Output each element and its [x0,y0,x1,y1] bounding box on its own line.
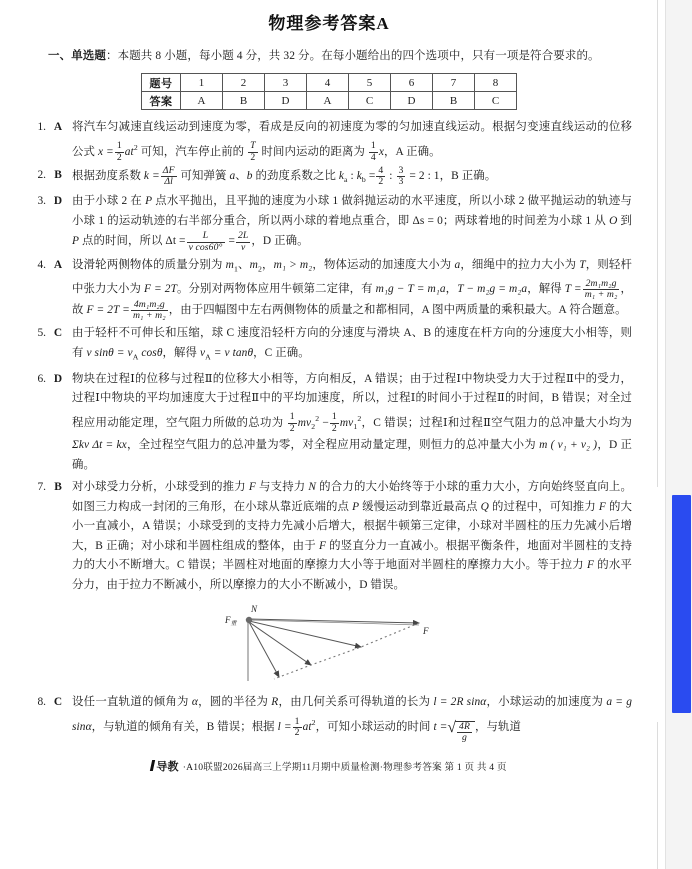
item-text: 的过程中，可知推力 [488,500,599,513]
item-text: 可知，汽车停止前的 [137,145,248,158]
item-text: ，A 正确。 [384,145,441,158]
formula-k: k = [143,169,160,182]
formula-velocity-1b: cosθ [138,346,163,359]
item-text: ，解得 [527,282,565,295]
formula-length: l = 2R sinα [433,696,487,709]
section-heading-text: ：本题共 8 小题，每小题 4 分，共 32 分。在每小题给出的四个选项中，只有一项是符合要求的。 [106,50,600,62]
variable-O: O [609,214,618,227]
fraction-denominator: 4 [370,151,376,163]
table-row-answers [142,92,517,110]
fraction-denominator: 2 [250,151,256,163]
subscript: b [361,174,366,184]
formula-acceleration: a = g sinα [72,696,633,733]
item-body [66,370,632,476]
answer-cell: A [307,92,349,110]
item-number: 4. [37,258,46,271]
item-text: ， [445,282,458,295]
variable-P: P [145,195,153,208]
item-text: 、 [237,258,250,271]
subscript: A [205,352,211,362]
row-header-answer: 答案 [142,92,181,110]
fraction [583,279,620,300]
item-text: 的水平分力，由于拉力不断减小，所以摩擦力的大小不断减小，D 错误。 [72,559,632,591]
fraction [115,141,124,162]
formula-velocity-2: v [199,346,206,359]
fraction-numerator: 1 [331,411,337,423]
item-text: 时间内运动的距离为 [258,145,368,158]
panel-edge-bottom [657,722,665,869]
item-text: ，与轨道的倾角有关，B 错误；根据 [91,720,278,733]
fraction-numerator: 2m₁m₂g [583,279,620,290]
variable-a: a [229,169,236,182]
fraction-denominator: 3 [398,175,404,187]
variable-a: a [454,258,461,271]
item-text: 的劲度系数之比 [252,169,339,182]
table-row-questions [142,74,517,92]
item-text: 由于轻杆不可伸长和压缩，球 C 速度沿轻杆方向的分速度与滑块 A、B 的速度在杆方向的分速度大小相等，则有 [72,327,632,359]
item-text: ，物体运动的加速度大小为 [312,258,455,271]
question-cell: 3 [265,74,307,92]
item-number: 8. [37,696,46,709]
formula-x: x = [97,145,114,158]
item-text: ，B 正确。 [439,169,497,182]
item-text: 将汽车匀减速直线运动到速度为零，看成是反向的初速度为零的匀加速直线运动。根据匀变速直线运动的位移公式 [72,121,632,158]
question-cell: 5 [349,74,391,92]
formula-momentum: m ( v₁ + v₂ ) [539,439,598,452]
force-triangle-figure [26,603,632,683]
list-item [26,370,632,476]
item-text: = [225,235,235,248]
publisher-logo [151,758,178,774]
variable-m2: m [249,258,258,271]
subscript: A [132,352,139,362]
formula-newton-2: T − m₂g = m₂a [457,282,528,295]
item-text: ，D 正确。 [251,235,309,248]
variable-P: P [352,500,360,513]
item-answer: A [53,258,63,271]
item-text: ，C 正确。 [253,346,310,359]
fraction-denominator: g [462,732,467,744]
fraction-numerator: 4 [378,164,384,176]
superscript: 2 [315,413,320,423]
formula-condition: m₁ > m₂ [273,258,313,271]
item-answer: B [54,481,62,494]
item-number: 6. [37,372,46,385]
superscript: 2 [311,717,316,727]
item-text: ，D 正确。 [72,439,632,471]
formula-at: at [302,720,312,733]
variable-N: N [308,481,317,494]
item-text: 缓慢运动到靠近最高点 [359,500,481,513]
subscript: 1 [353,421,358,431]
answer-cell: B [433,92,475,110]
fraction [457,722,472,743]
list-item [26,166,632,190]
fraction-numerator: 4m₁m₂g [131,300,168,311]
item-text: 点水平抛出，且平抛的速度为小球 1 做斜抛运动的水平速度，所以小球 2 做平抛运动的轨迹与小球 1 的运动轨迹的右半部分重合，所以两小球的着地点重合，即 Δs = 0；两球着地的时间差为小球 1 从 [72,195,632,227]
formula-impulse: Σkv Δt = kx [72,439,127,452]
variable-m1: m [225,258,234,271]
variable-Q: Q [480,500,489,513]
item-number: 5. [37,327,46,340]
fraction-numerator: T [250,140,256,152]
fraction-numerator: 1 [289,411,295,423]
fraction [236,231,250,252]
answer-cell: C [475,92,517,110]
formula-l: l = [277,720,292,733]
formula-velocity-2b: = v tanθ [210,346,254,359]
formula-mv2: mv [297,416,312,429]
figure-label-Fzhong: $F_重$ [225,615,237,628]
page-title: 物理参考答案A [268,14,390,33]
item-text: 可知弹簧 [177,169,230,182]
item-text: ，C 错误；过程Ⅰ和过程Ⅱ空气阻力的总冲量大小均为 [361,416,632,429]
list-item [26,324,632,366]
item-answer: D [53,372,63,385]
variable-P: P [72,235,80,248]
question-cell: 6 [391,74,433,92]
list-item [26,118,632,163]
variable-T: T [579,258,586,271]
fraction-denominator: v cos60° [188,241,223,253]
question-cell: 7 [433,74,475,92]
variable-F: F [318,539,327,552]
fraction [248,141,257,162]
page-footer [26,758,632,774]
fraction [397,166,406,187]
formula-exponent: 2 [133,142,138,152]
variable-F: F [587,559,595,572]
item-number: 7. [37,481,46,494]
footer-text: ·A10联盟2026届高三上学期11月期中质量检测·物理参考答案 第 1 页 共 4 页 [182,761,507,773]
answer-cell: D [265,92,307,110]
list-item [26,478,632,595]
item-text: 的大小一直减小，A 错误；小球受到的支持力先减小后增大，根据牛顿第三定律，小球对半圆柱的压力先减小后增大，B 正确；对小球和半圆柱组成的整体，由于 [72,500,632,552]
answer-table [141,73,517,110]
list-item [26,192,632,252]
fraction [187,231,225,252]
list-item [26,693,632,743]
fraction-numerator: 2L [238,230,249,242]
question-cell: 4 [307,74,349,92]
item-answer: B [54,168,62,181]
item-text: ，由几何关系可得轨道的长为 [278,696,434,709]
variable-F: F [598,500,606,513]
variable-R: R [271,696,279,709]
item-text: ，解得 [162,346,200,359]
force-vectors [246,617,419,681]
answer-cell: D [391,92,433,110]
fraction [376,166,385,187]
item-text: 点的时间，所以 Δt = [79,235,186,248]
fraction-denominator: 2 [294,726,300,738]
subscript: 2 [257,264,262,274]
item-text: = [365,169,376,182]
vertical-scrollbar[interactable] [665,0,692,869]
question-cell: 2 [223,74,265,92]
panel-edge-top [657,0,665,487]
item-text: 设滑轮两侧物体的质量分别为 [72,258,226,271]
variable-F: F [248,481,256,494]
fraction-denominator: m₁ + m₂ [132,310,166,322]
fraction-denominator: 2 [116,151,122,163]
item-text: 的竖直分力一直减小。根据平衡条件，地面对半圆柱的支持力的大小不断增大。C 错误；半圆柱对地面的摩擦力大小等于地面对半圆柱的摩擦力大小。等于拉力 [72,539,632,572]
answer-cell: B [223,92,265,110]
question-cell: 1 [181,74,223,92]
item-number: 3. [37,195,46,208]
force-diagram-svg [219,603,439,683]
item-answer: C [53,327,63,340]
fraction [369,141,378,162]
item-text: 与支持力 [255,481,309,494]
fraction-denominator: m₁ + m₂ [584,288,618,300]
variable-x: x [378,145,385,158]
item-text: ，圆的半径为 [197,696,272,709]
item-text: ， [261,258,274,271]
item-text: ，故 [72,282,632,316]
variable-ka: k [338,169,345,182]
item-body [66,166,632,190]
item-text: 根据劲度系数 [72,169,144,182]
explanation-list [26,118,632,744]
answer-cell: C [349,92,391,110]
fraction [131,300,168,321]
fraction-numerator: 1 [370,140,376,152]
item-body [66,693,632,743]
item-body [66,256,632,321]
item-text: ，与轨道 [474,720,521,733]
item-text: 对小球受力分析，小球受到的推力 [72,481,249,494]
item-text: ，可知小球运动的时间 [315,720,434,733]
figure-label-N: N [251,604,258,615]
item-text: = 2 : 1 [406,169,440,182]
item-body [66,118,632,163]
formula-velocity-1: v sinθ = v [86,346,133,359]
item-answer: D [53,195,63,208]
item-text: 。分别对两物体应用牛顿第二定律，有 [177,282,376,295]
item-text: ，细绳中的拉力大小为 [460,258,580,271]
fraction [288,412,297,433]
formula-newton-1: m₁g − T = m₁a [375,282,446,295]
item-answer: C [53,696,63,709]
item-body [66,192,632,252]
item-text: 设任一直轨道的倾角为 [72,696,192,709]
subscript: a [344,174,348,184]
item-text: 、 [235,169,247,182]
item-text: 的合力的大小始终等于小球的重力大小，方向始终竖直向上。如图三力构成一封闭的三角形，在小球从靠近底端的点 [72,481,632,513]
square-root-content [455,721,475,743]
fraction [330,412,339,433]
figure-label-F: F [423,626,429,637]
fraction-numerator: 3 [398,164,404,176]
formula-at: at [124,145,134,158]
variable-kb: k [356,169,362,182]
variable-b: b [246,169,253,182]
radical-sign: √ [447,719,457,737]
fraction-numerator: 1 [294,715,300,727]
item-text: : [347,169,357,182]
item-number: 1. [37,121,46,133]
section-heading-label: 一、单选题 [48,50,106,62]
fraction-numerator: L [187,231,225,242]
item-body [66,324,632,366]
fraction-denominator: Δl [164,175,173,187]
fraction-numerator: 4R [459,721,470,733]
fraction-denominator: v [241,241,246,253]
scrollbar-thumb[interactable] [672,495,691,713]
superscript: 2 [357,413,362,423]
item-body [66,478,632,595]
formula-time: t = [433,720,448,733]
section-heading [26,48,632,65]
fraction-denominator: 2 [378,175,384,187]
formula-F2T: F = 2T [144,282,178,295]
item-text: 物块在过程Ⅰ的位移与过程Ⅱ的位移大小相等，方向相反，A 错误；由于过程Ⅰ中物块受力大于过程Ⅱ中的受力，过程Ⅰ中物块的平均加速度大于过程Ⅱ中的平均加速度，所以，过程Ⅰ的时间小于过程Ⅱ的时间，B 错误；对全过程应用动能定理，空气阻力所做的总功为 [72,372,632,429]
formula-T: T = [564,282,582,295]
publisher-logo-text: 导教 [156,760,179,773]
answer-cell: A [181,92,223,110]
item-text: ，则轻杆中张力大小为 [72,258,632,295]
fraction [293,717,302,738]
item-text: ，小球运动的加速度为 [486,696,607,709]
answer-table-container [26,73,632,110]
subscript: 1 [233,264,238,274]
variable-alpha: α [191,696,198,709]
list-item [26,256,632,321]
item-text: : [386,169,396,182]
item-text: − [319,416,329,429]
fraction-numerator: ΔF [162,164,175,176]
question-cell: 8 [475,74,517,92]
item-text: 由于小球 2 在 [72,195,146,208]
fraction-denominator: 2 [289,422,295,434]
row-header-question: 题号 [142,74,181,92]
subscript: 2 [311,421,316,431]
fraction [161,166,177,187]
item-number: 2. [37,168,46,181]
formula-mv1: mv [339,416,354,429]
item-text: ，由于四幅图中左右两侧物体的质量之和都相同，A 图中两质量的乘积最大。A 符合题意。 [168,303,627,316]
item-text: 到 [617,214,632,227]
formula-F: F = 2T = [86,303,130,316]
fraction-denominator: 2 [331,422,337,434]
logo-bar-icon [150,760,155,771]
fraction-numerator: 1 [116,140,122,152]
item-answer: A [53,121,63,133]
item-text: ，全过程空气阻力的总冲量为零，对全程应用动量定理，则恒力的总冲量大小为 [126,439,540,452]
